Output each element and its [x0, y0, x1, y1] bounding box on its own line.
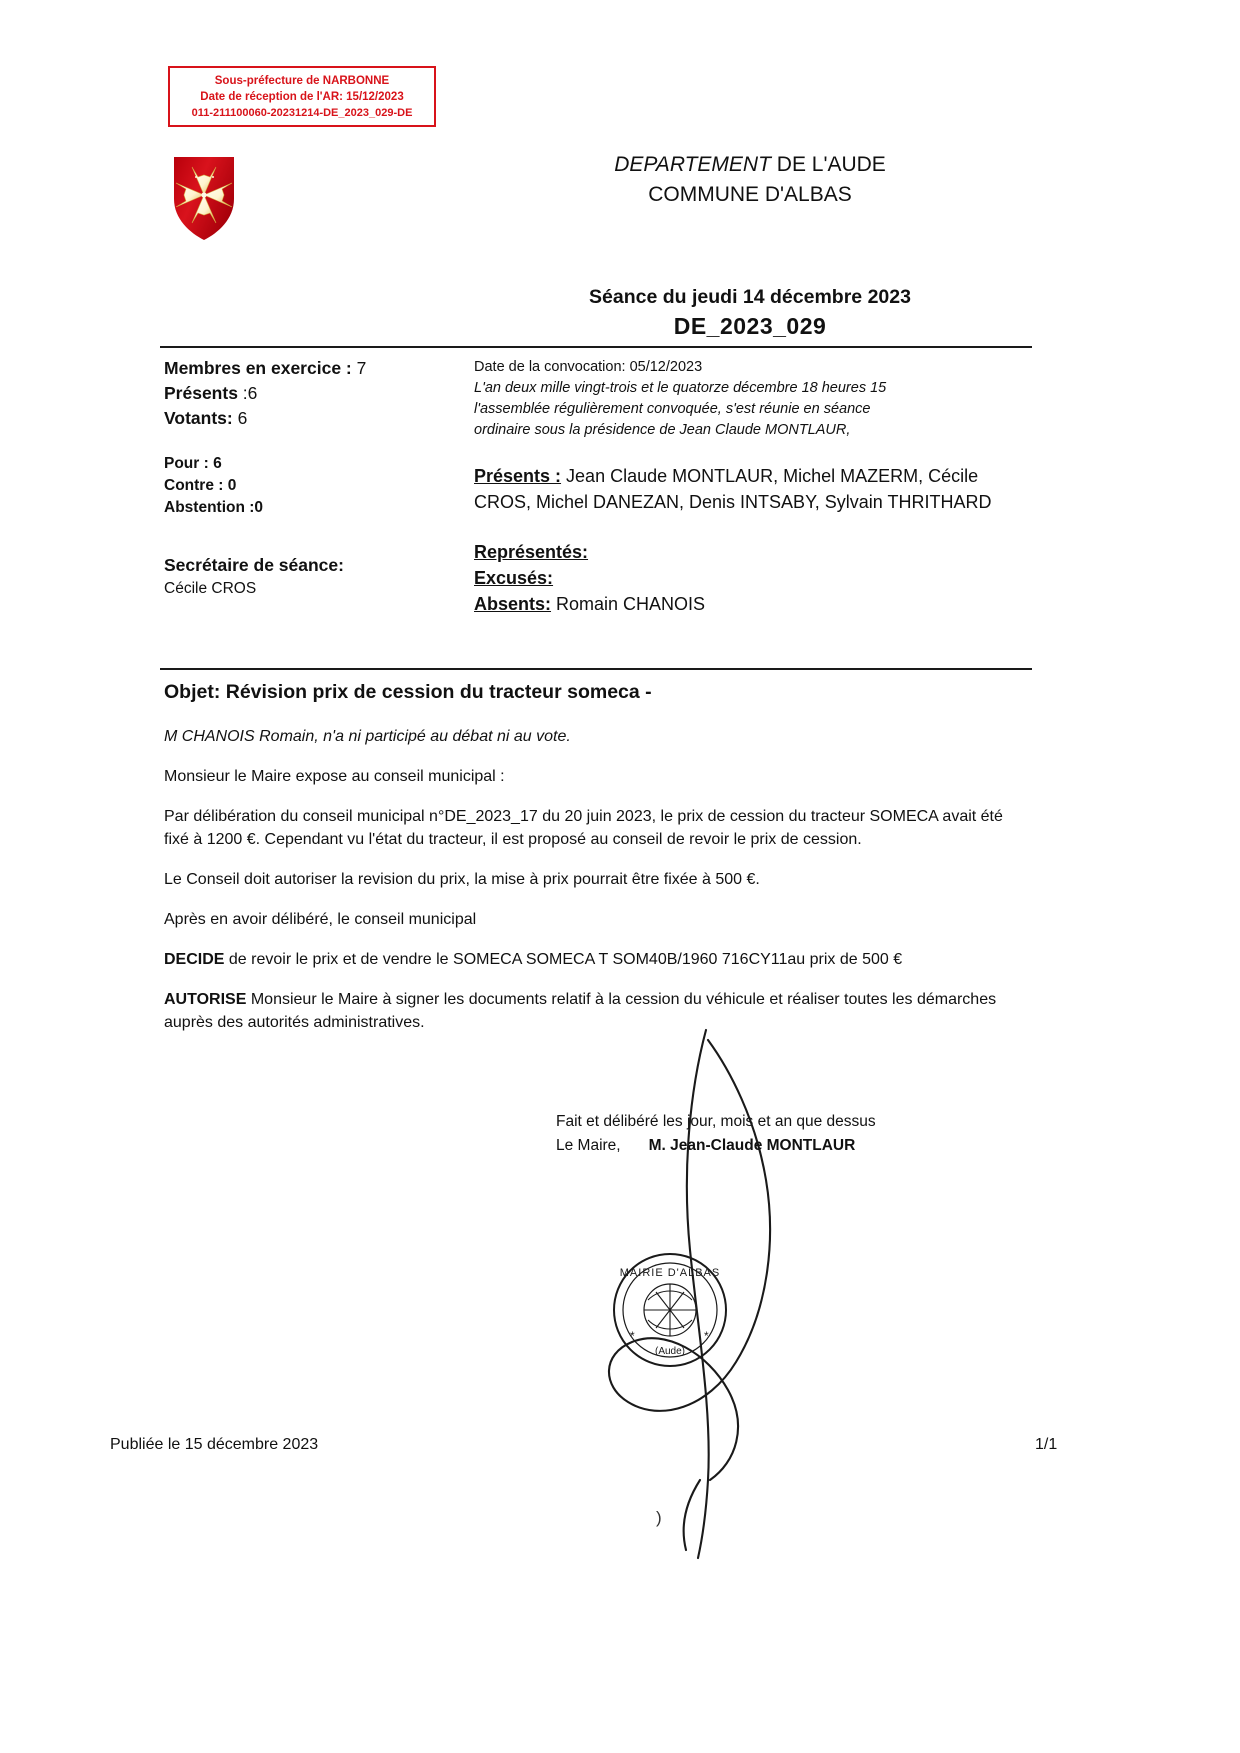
votes-against: Contre : 0: [164, 477, 237, 494]
present-count-label: Présents: [164, 383, 238, 403]
page-number: 1/1: [1035, 1436, 1058, 1453]
body-paragraph: Par délibération du conseil municipal n°DE_2023_17 du 20 juin 2023, le prix de cession du tracteur SOMECA avait été fixé à 1200 €. Cependant vu l'état du tracteur, il est proposé au conseil de revoir le prix de cession.: [164, 808, 1003, 848]
present-members-names: Jean Claude MONTLAUR, Michel MAZERM, Cécile CROS, Michel DANEZAN, Denis INTSABY, Sylvain THRITHARD: [474, 466, 992, 512]
voters-count-label: Votants:: [164, 408, 233, 428]
represented-row: [474, 539, 994, 565]
present-count-value: :6: [237, 383, 258, 403]
secretary-name: Cécile CROS: [164, 580, 257, 597]
commune-line: COMMUNE D'ALBAS: [648, 183, 852, 206]
signature-block: [556, 1110, 986, 1158]
signature-mayor-name: M. Jean-Claude MONTLAUR: [648, 1137, 856, 1154]
body-paragraph: Le Conseil doit autoriser la revision du prix, la mise à prix pourrait être fixée à 500 €.: [164, 871, 760, 888]
absent-row: [474, 591, 994, 617]
signature-line-1: Fait et délibéré les jour, mois et an que dessus: [556, 1113, 876, 1130]
body-paragraph: Après en avoir délibéré, le conseil municipal: [164, 911, 477, 928]
attendance-counts-column: [164, 356, 464, 601]
commune-crest-icon: [172, 155, 236, 241]
present-members-label: Présents :: [474, 466, 562, 486]
members-in-office-value: 7: [351, 358, 367, 378]
excused-label: Excusés:: [474, 568, 554, 588]
stamp-line-acte-id: 011-211100060-20231214-DE_2023_029-DE: [191, 107, 413, 119]
body-paragraph-lead: DECIDE: [164, 951, 225, 968]
attendance-status-block: [474, 539, 994, 617]
present-count-row: [164, 381, 464, 406]
stamp-line-reception-date: Date de réception de l'AR: 15/12/2023: [200, 91, 404, 103]
department-word: DEPARTEMENT: [614, 153, 771, 176]
department-suffix: DE L'AUDE: [770, 153, 886, 176]
members-in-office-label: Membres en exercice :: [164, 358, 352, 378]
body-paragraph: Monsieur le Maire expose au conseil municipal :: [164, 768, 505, 785]
convocation-body-line-1: L'an deux mille vingt-trois et le quatorze décembre 18 heures 15: [474, 380, 887, 396]
votes-for: Pour : 6: [164, 455, 222, 472]
seance-date: Séance du jeudi 14 décembre 2023: [589, 286, 911, 308]
svg-text:MAIRIE D'ALBAS: MAIRIE D'ALBAS: [619, 1267, 721, 1279]
department-line: [470, 150, 1030, 180]
seance-heading: [470, 283, 1030, 341]
prefecture-reception-stamp: [168, 66, 436, 127]
members-in-office-row: [164, 356, 464, 381]
represented-label: Représentés:: [474, 542, 589, 562]
votes-abstention: Abstention :0: [164, 499, 264, 516]
svg-text:(Aude): (Aude): [654, 1346, 686, 1357]
body-paragraph: AUTORISE Monsieur le Maire à signer les documents relatif à la cession du véhicule et réaliser toutes les démarches auprès des autorités administratives.: [164, 991, 997, 1031]
absent-names: Romain CHANOIS: [551, 594, 706, 614]
session-secretary-block: [164, 553, 464, 601]
convocation-date: Date de la convocation: 05/12/2023: [474, 359, 703, 375]
vote-tally-block: [164, 453, 464, 519]
body-paragraph: DECIDE de revoir le prix et de vendre le SOMECA SOMECA T SOM40B/1960 716CY11au prix de 500 €: [164, 951, 903, 968]
divider-top: [160, 346, 1032, 348]
divider-objet: [160, 668, 1032, 670]
voters-count-value: 6: [232, 408, 248, 428]
convocation-body: [474, 378, 994, 441]
objet-title: Objet: Révision prix de cession du tracteur someca -: [164, 681, 652, 703]
absent-label: Absents:: [474, 594, 552, 614]
signature-line-2: [556, 1134, 986, 1158]
svg-text:*: *: [630, 1329, 635, 1343]
body-paragraph-lead: AUTORISE: [164, 991, 247, 1008]
deliberation-reference: DE_2023_029: [673, 313, 827, 339]
signature-role: Le Maire,: [556, 1137, 621, 1154]
excused-row: [474, 565, 994, 591]
publication-note: Publiée le 15 décembre 2023: [110, 1436, 319, 1453]
body-paragraph: M CHANOIS Romain, n'a ni participé au débat ni au vote.: [164, 728, 571, 745]
deliberation-body: [164, 725, 1026, 1051]
ink-tail-mark: ): [656, 1508, 662, 1527]
convocation-column: [474, 357, 994, 617]
stamp-line-prefecture: Sous-préfecture de NARBONNE: [214, 75, 390, 87]
secretary-label: Secrétaire de séance:: [164, 555, 344, 575]
counts-block: [164, 356, 464, 431]
present-members-block: [474, 463, 994, 515]
voters-count-row: [164, 406, 464, 431]
document-header: [470, 150, 1030, 210]
convocation-body-line-2: l'assemblée régulièrement convoquée, s'est réunie en séance: [474, 401, 871, 417]
handwritten-signature: [540, 1010, 900, 1570]
convocation-body-line-3: ordinaire sous la présidence de Jean Claude MONTLAUR,: [474, 422, 851, 438]
svg-text:*: *: [704, 1329, 709, 1343]
